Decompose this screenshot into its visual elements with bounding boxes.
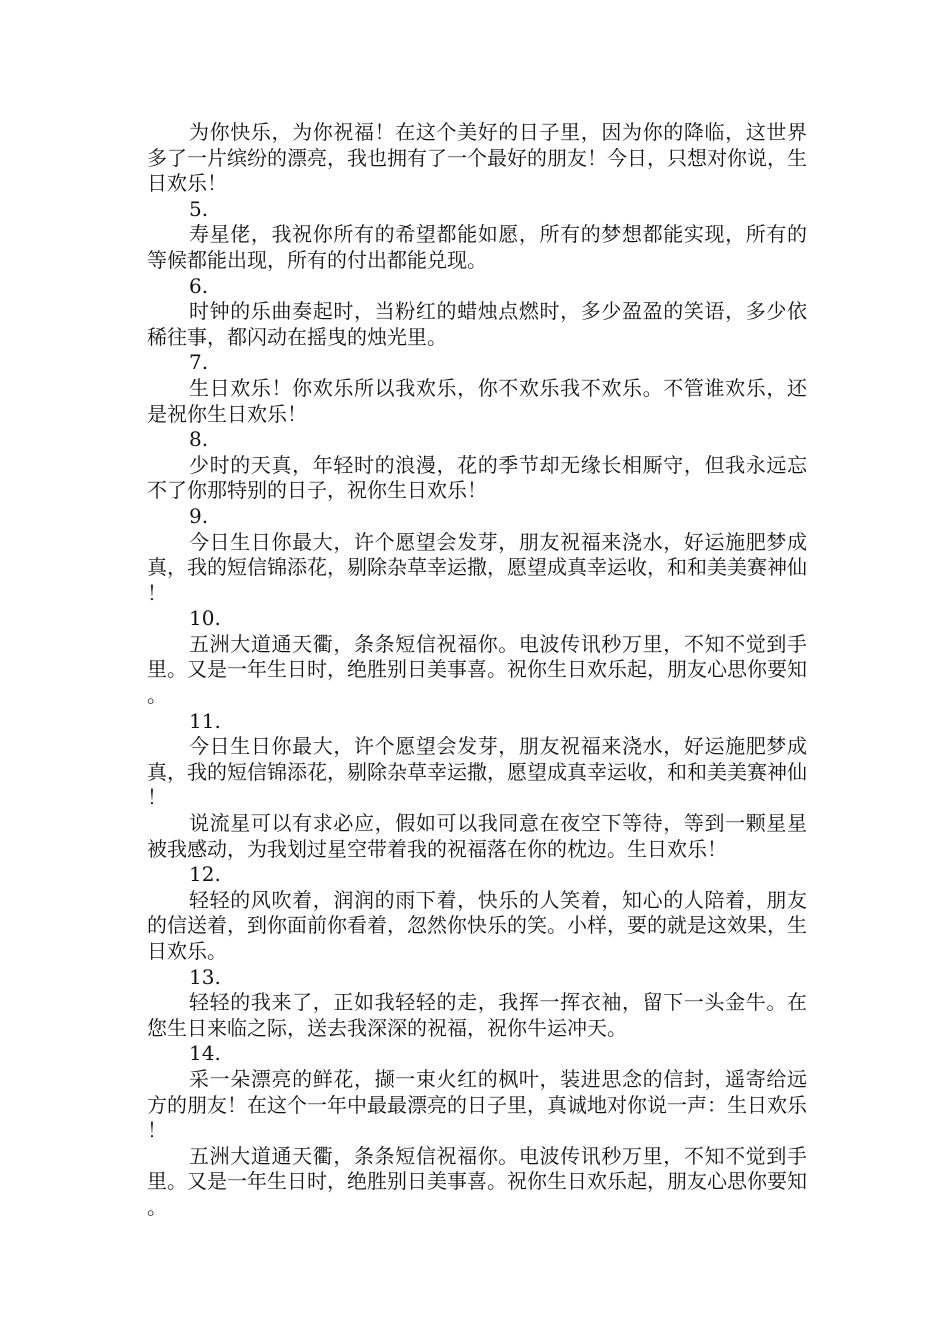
paragraph: 时钟的乐曲奏起时，当粉红的蜡烛点燃时，多少盈盈的笑语，多少依稀往事，都闪动在摇曳的烛光里。 [147, 299, 807, 349]
item-number: 8. [189, 427, 209, 452]
paragraph: 生日欢乐！你欢乐所以我欢乐，你不欢乐我不欢乐。不管谁欢乐，还是祝你生日欢乐！ [147, 375, 807, 426]
item-number: 11. [189, 708, 221, 733]
paragraph: 寿星佬，我祝你所有的希望都能如愿，所有的梦想都能实现，所有的等候都能出现，所有的付出都能兑现。 [147, 222, 807, 272]
item-number: 7. [189, 350, 209, 375]
item-number: 13. [189, 964, 221, 989]
item-number: 5. [189, 196, 209, 221]
paragraph: 五洲大道通天衢，条条短信祝福你。电波传讯秒万里，不知不觉到手里。又是一年生日时，绝胜别日美事喜。祝你生日欢乐起，朋友心思你要知。 [147, 1143, 807, 1219]
paragraph: 今日生日你最大，许个愿望会发芽，朋友祝福来浇水，好运施肥梦成真，我的短信锦添花，剔除杂草幸运撒，愿望成真幸运收，和和美美赛神仙！ [147, 734, 807, 810]
paragraph: 今日生日你最大，许个愿望会发芽，朋友祝福来浇水，好运施肥梦成真，我的短信锦添花，剔除杂草幸运撒，愿望成真幸运收，和和美美赛神仙！ [147, 529, 807, 605]
paragraph: 为你快乐，为你祝福！在这个美好的日子里，因为你的降临，这世界多了一片缤纷的漂亮，我也拥有了一个最好的朋友！今日，只想对你说，生日欢乐！ [147, 120, 807, 196]
paragraph: 说流星可以有求必应，假如可以我同意在夜空下等待，等到一颗星星被我感动，为我划过星空带着我的祝福落在你的枕边。生日欢乐！ [147, 811, 807, 861]
document-body [147, 120, 807, 1221]
paragraph: 少时的天真，年轻时的浪漫，花的季节却无缘长相厮守，但我永远忘不了你那特别的日子，祝你生日欢乐！ [147, 452, 807, 503]
item-number: 10. [189, 606, 221, 631]
paragraph: 轻轻的我来了，正如我轻轻的走，我挥一挥衣袖，留下一头金牛。在您生日来临之际，送去我深深的祝福，祝你牛运冲天。 [147, 990, 807, 1040]
paragraph: 五洲大道通天衢，条条短信祝福你。电波传讯秒万里，不知不觉到手里。又是一年生日时，绝胜别日美事喜。祝你生日欢乐起，朋友心思你要知。 [147, 631, 807, 708]
item-number: 9. [189, 503, 209, 528]
item-number: 6. [189, 273, 209, 298]
paragraph: 采一朵漂亮的鲜花，撷一束火红的枫叶，装进思念的信封，遥寄给远方的朋友！在这个一年中最最漂亮的日子里，真诚地对你说一声：生日欢乐！ [147, 1066, 807, 1143]
item-number: 12. [189, 862, 221, 887]
item-number: 14. [189, 1041, 221, 1066]
paragraph: 轻轻的风吹着，润润的雨下着，快乐的人笑着，知心的人陪着，朋友的信送着，到你面前你看着，忽然你快乐的笑。小样，要的就是这效果，生日欢乐。 [147, 887, 807, 963]
